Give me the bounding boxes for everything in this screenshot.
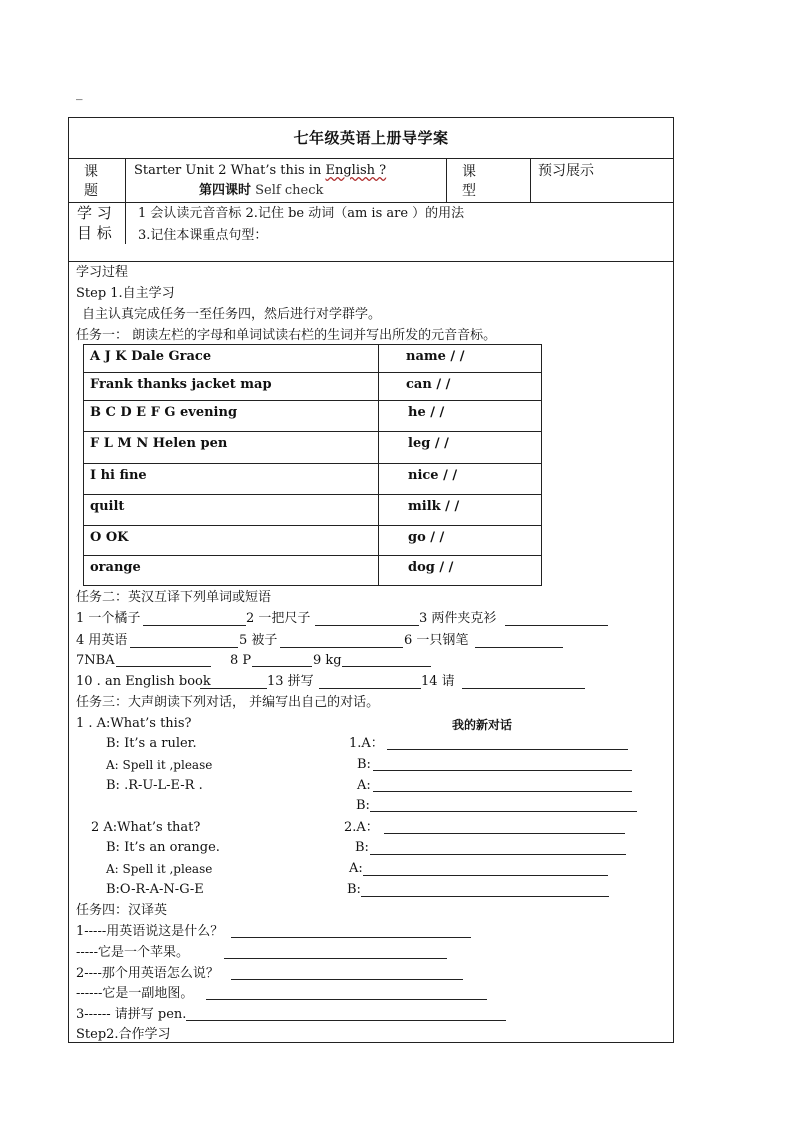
dialogue-line: 2 A:What’s that? (91, 820, 201, 835)
translation-item: 9 kg (313, 653, 342, 668)
task-heading: 任务一： 朗读左栏的字母和单词试读右栏的生词并写出所发的元音音标。 (76, 328, 497, 343)
translation-item: 13 拼写 (267, 674, 314, 689)
divider (83, 463, 542, 464)
section-heading: 学习过程 (76, 265, 129, 280)
top-mark: _ (76, 86, 83, 101)
unit-title: Starter Unit 2 What’s this in English ? (134, 163, 387, 178)
table-cell-left: quilt (90, 499, 125, 514)
my-dialogue-label: B: (355, 840, 369, 855)
divider (83, 494, 542, 495)
translation-question: 1-----用英语说这是什么？ (76, 924, 224, 939)
goal-line: 3.记住本课重点句型： (138, 228, 268, 243)
table-cell-right: go / / (408, 530, 445, 545)
divider (125, 158, 126, 244)
answer-blank[interactable] (370, 811, 637, 812)
my-dialogue-label: B: (356, 798, 370, 813)
table-cell-left: Frank thanks jacket map (90, 377, 272, 392)
divider (68, 202, 674, 203)
table-cell-left: F L M N Helen pen (90, 436, 228, 451)
answer-blank[interactable] (116, 666, 211, 667)
table-cell-left: B C D E F G evening (90, 405, 238, 420)
translation-question: 3------ 请拼写 pen. (76, 1007, 187, 1022)
my-dialogue-label: B: (347, 882, 361, 897)
translation-question: 2----那个用英语怎么说？ (76, 966, 219, 981)
my-dialogue-label: A: (357, 778, 371, 793)
type-value: 预习展示 (538, 163, 594, 179)
translation-question: -----它是一个苹果。 (76, 945, 189, 960)
table-cell-right: milk / / (408, 499, 460, 514)
answer-blank[interactable] (206, 999, 487, 1000)
answer-blank[interactable] (252, 666, 312, 667)
answer-blank[interactable] (224, 958, 447, 959)
divider (83, 431, 542, 432)
divider (83, 400, 542, 401)
answer-blank[interactable] (315, 625, 419, 626)
lesson-line: 第四课时 Self check (199, 183, 324, 198)
translation-item: 14 请 (421, 674, 455, 689)
translation-item: 4 用英语 (76, 633, 128, 648)
answer-blank[interactable] (130, 647, 238, 648)
instruction: 自主认真完成任务一至任务四，然后进行对学群学。 (82, 307, 382, 322)
table-cell-right: nice / / (408, 468, 458, 483)
translation-item: 1 一个橘子 (76, 611, 141, 626)
translation-item: 6 一只钢笔 (404, 633, 469, 648)
answer-blank[interactable] (462, 688, 585, 689)
translation-item: 10 . an English book (76, 674, 211, 689)
answer-blank[interactable] (231, 937, 471, 938)
my-dialogue-label: B: (357, 757, 371, 772)
answer-blank[interactable] (280, 647, 403, 648)
goal-line: 1 会认读元音音标 2.记住 be 动词（am is are ）的用法 (138, 206, 465, 221)
dialogue-line: A: Spell it ,please (106, 862, 213, 876)
dialogue-line: B: It’s an orange. (106, 840, 220, 855)
goals-label: 目 标 (77, 224, 112, 242)
divider (83, 525, 542, 526)
answer-blank[interactable] (342, 666, 431, 667)
divider (530, 158, 531, 202)
answer-blank[interactable] (370, 854, 626, 855)
answer-blank[interactable] (387, 749, 628, 750)
table-cell-left: orange (90, 560, 141, 575)
answer-blank[interactable] (373, 791, 632, 792)
answer-blank[interactable] (373, 770, 632, 771)
step-heading: Step 1.自主学习 (76, 286, 175, 301)
answer-blank[interactable] (384, 833, 625, 834)
answer-blank[interactable] (505, 625, 608, 626)
topic-label: 题 (84, 183, 98, 199)
type-label: 课 (462, 164, 476, 180)
divider (83, 372, 542, 373)
table-cell-left: O OK (90, 530, 129, 545)
task-heading: 任务二：英汉互译下列单词或短语 (76, 590, 272, 605)
answer-blank[interactable] (186, 1020, 506, 1021)
table-cell-right: dog / / (408, 560, 454, 575)
answer-blank[interactable] (363, 875, 608, 876)
dialogue-line: B:O-R-A-N-G-E (106, 882, 204, 897)
task-heading: 任务四：汉译英 (76, 903, 168, 918)
type-label: 型 (462, 183, 476, 199)
translation-item: 5 被子 (239, 633, 278, 648)
dialogue-line: A: Spell it ,please (106, 758, 213, 772)
table-cell-left: A J K Dale Grace (90, 349, 212, 364)
topic-label: 课 (84, 164, 98, 180)
divider (68, 261, 674, 262)
translation-item: 7NBA (76, 653, 115, 668)
translation-question: ------它是一副地图。 (76, 986, 194, 1001)
my-dialogue-label: 2.A： (344, 820, 379, 835)
table-cell-right: leg / / (408, 436, 449, 451)
table-cell-right: can / / (406, 377, 451, 392)
translation-item: 2 一把尺子 (246, 611, 311, 626)
answer-blank[interactable] (231, 979, 463, 980)
answer-blank[interactable] (143, 625, 246, 626)
dialogue-line: B: It’s a ruler. (106, 736, 197, 751)
dialogue-line: 1 . A:What’s this? (76, 716, 192, 731)
my-dialogue-label: A: (349, 861, 363, 876)
divider (446, 158, 447, 202)
table-cell-right: he / / (408, 405, 445, 420)
table-cell-right: name / / (406, 349, 465, 364)
answer-blank[interactable] (319, 688, 421, 689)
answer-blank[interactable] (475, 647, 563, 648)
goals-label: 学 习 (77, 204, 112, 222)
divider (378, 344, 379, 586)
answer-blank[interactable] (200, 688, 267, 689)
divider (83, 555, 542, 556)
my-dialogue-label: 1.A： (349, 736, 384, 751)
translation-item: 8 P (230, 653, 252, 668)
step-heading: Step2.合作学习 (76, 1027, 171, 1042)
answer-blank[interactable] (361, 896, 609, 897)
my-dialogue-heading: 我的新对话 (452, 718, 513, 732)
worksheet-title: 七年级英语上册导学案 (293, 129, 449, 147)
task-heading: 任务三：大声朗读下列对话， 并编写出自己的对话。 (76, 695, 380, 710)
dialogue-line: B: .R-U-L-E-R . (106, 778, 203, 793)
translation-item: 3 两件夹克衫 (419, 611, 497, 626)
table-cell-left: I hi fine (90, 468, 147, 483)
divider (68, 158, 674, 159)
